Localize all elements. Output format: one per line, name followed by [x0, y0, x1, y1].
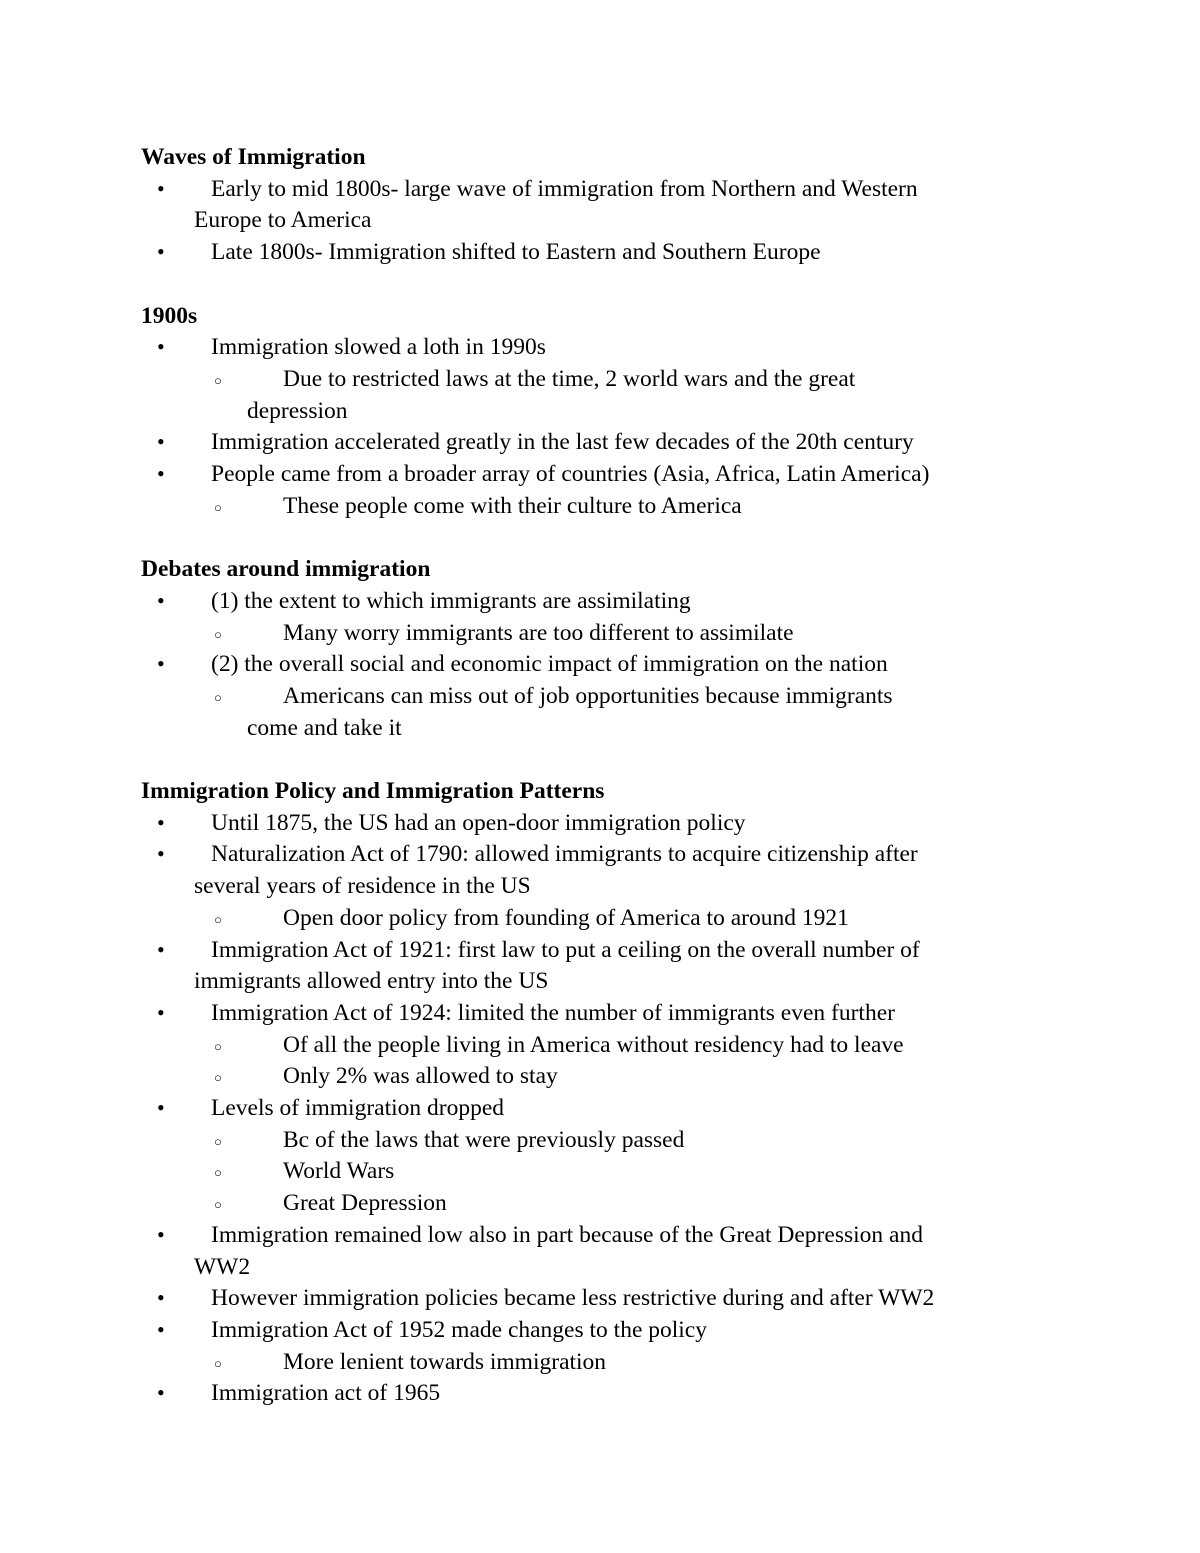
- list-item-text: Immigration accelerated greatly in the last few decades of the 20th century: [211, 429, 914, 456]
- list-item-text: Until 1875, the US had an open-door immigration policy: [211, 809, 746, 836]
- list-item-text: Great Depression: [283, 1190, 447, 1217]
- bullet-icon: •: [157, 936, 165, 962]
- circle-bullet-icon: ○: [214, 1070, 222, 1086]
- bullet-icon: •: [157, 1095, 165, 1120]
- circle-bullet-icon: ○: [214, 499, 222, 515]
- bullet-icon: •: [157, 334, 165, 360]
- circle-bullet-icon: ○: [214, 689, 222, 705]
- bullet-icon: •: [157, 587, 165, 613]
- list-item-text: More lenient towards immigration: [283, 1348, 607, 1375]
- list-item-text: Europe to America: [194, 207, 372, 234]
- bullet-icon: •: [157, 1380, 165, 1406]
- list-item-text: Immigration Act of 1952 made changes to the policy: [211, 1316, 707, 1343]
- list-item-text: immigrants allowed entry into the US: [194, 968, 549, 995]
- bullet-icon: •: [157, 1316, 165, 1342]
- list-item-text: However immigration policies became less restrictive during and after WW2: [211, 1285, 935, 1312]
- section-heading: Waves of Immigration: [141, 144, 366, 170]
- list-item-text: Late 1800s- Immigration shifted to Eastern and Southern Europe: [211, 239, 821, 266]
- bullet-icon: •: [157, 1221, 165, 1247]
- list-item-text: Due to restricted laws at the time, 2 world wars and the great: [283, 365, 856, 392]
- list-item-text: depression: [247, 397, 348, 424]
- circle-bullet-icon: ○: [214, 372, 222, 388]
- list-item-text: Naturalization Act of 1790: allowed immigrants to acquire citizenship after: [211, 841, 918, 868]
- list-item-text: Levels of immigration dropped: [211, 1095, 505, 1121]
- circle-bullet-icon: ○: [214, 1165, 222, 1181]
- list-item-text: Immigration Act of 1924: limited the number of immigrants even further: [211, 999, 895, 1026]
- circle-bullet-icon: ○: [214, 1355, 222, 1371]
- list-item-text: Immigration Act of 1921: first law to put a ceiling on the overall number of: [211, 936, 920, 963]
- list-item-text: Immigration act of 1965: [211, 1380, 441, 1407]
- bullet-icon: •: [157, 239, 165, 265]
- circle-bullet-icon: ○: [214, 1197, 222, 1213]
- bullet-icon: •: [157, 841, 165, 867]
- list-item-text: World Wars: [283, 1158, 395, 1185]
- list-item-text: come and take it: [247, 714, 402, 741]
- circle-bullet-icon: ○: [214, 1038, 222, 1054]
- list-item-text: People came from a broader array of countries (Asia, Africa, Latin America): [211, 461, 930, 487]
- list-item-text: (1) the extent to which immigrants are assimilating: [211, 587, 691, 614]
- list-item-text: (2) the overall social and economic impact of immigration on the nation: [211, 651, 888, 678]
- list-item-text: Immigration slowed a loth in 1990s: [211, 334, 546, 361]
- list-item-text: Immigration remained low also in part because of the Great Depression and: [211, 1221, 923, 1248]
- bullet-icon: •: [157, 1285, 165, 1311]
- circle-bullet-icon: ○: [214, 626, 222, 642]
- bullet-icon: •: [157, 651, 165, 677]
- section-heading: Immigration Policy and Immigration Patterns: [141, 778, 605, 804]
- list-item-text: Bc of the laws that were previously passed: [283, 1126, 685, 1153]
- section-heading: Debates around immigration: [141, 556, 431, 583]
- list-item-text: These people come with their culture to America: [283, 492, 742, 519]
- bullet-icon: •: [157, 809, 165, 835]
- circle-bullet-icon: ○: [214, 1133, 222, 1149]
- list-item-text: Americans can miss out of job opportunities because immigrants: [283, 682, 893, 709]
- list-item-text: Many worry immigrants are too different to assimilate: [283, 619, 794, 646]
- bullet-icon: •: [157, 461, 165, 486]
- list-item-text: several years of residence in the US: [194, 873, 531, 900]
- list-item-text: Early to mid 1800s- large wave of immigration from Northern and Western: [211, 175, 918, 202]
- circle-bullet-icon: ○: [214, 911, 222, 927]
- list-item-text: WW2: [194, 1253, 251, 1280]
- list-item-text: Only 2% was allowed to stay: [283, 1063, 558, 1090]
- bullet-icon: •: [157, 999, 165, 1025]
- list-item-text: Open door policy from founding of America to around 1921: [283, 904, 849, 931]
- list-item-text: Of all the people living in America without residency had to leave: [283, 1031, 904, 1058]
- section-heading: 1900s: [141, 302, 198, 329]
- bullet-icon: •: [157, 175, 165, 201]
- bullet-icon: •: [157, 429, 165, 455]
